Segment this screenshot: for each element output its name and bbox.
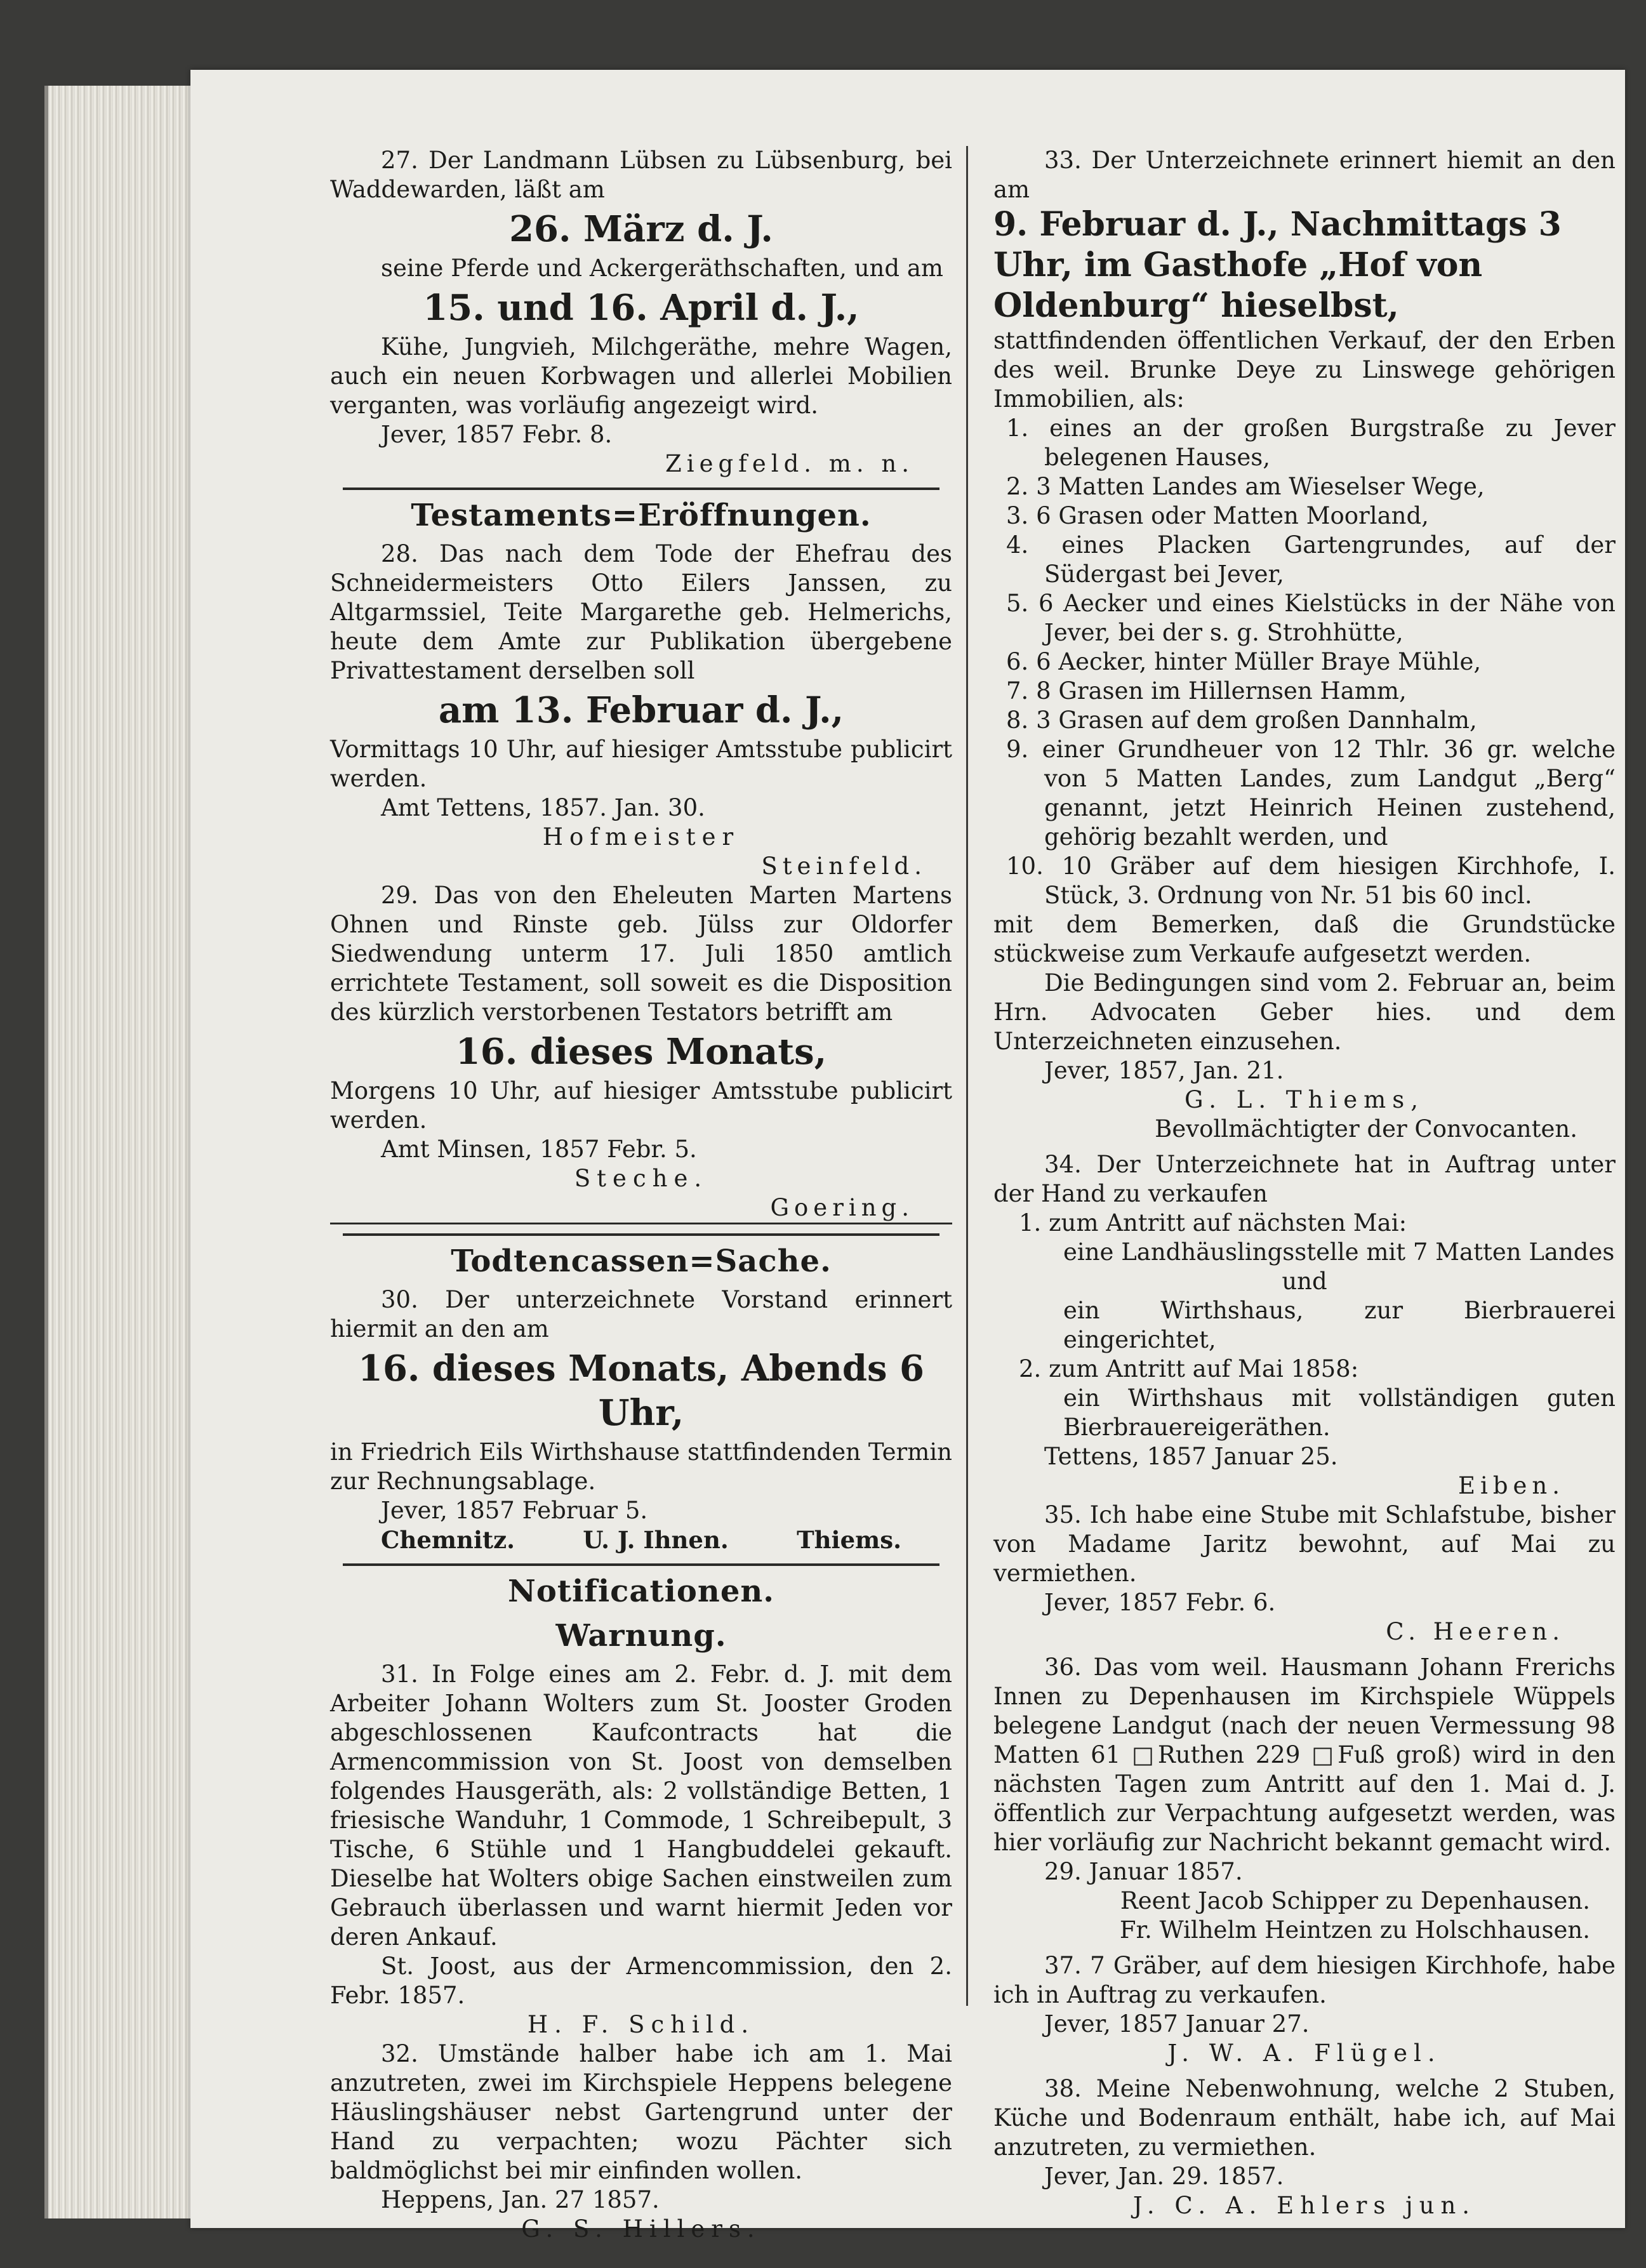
notice-36-signature2: Fr. Wilhelm Heintzen zu Holschhausen. xyxy=(1119,1916,1590,1944)
notice-31-text: 31. In Folge eines am 2. Febr. d. J. mit dem Arbeiter Johann Wolters zum St. Jooster Groden abgeschlossenen Kaufcontracts hat die Armencommission von St. Joost von demselben folgendes Hausgeräth, als: 2 vollständige Betten, 1 friesische Wanduhr, 1 Commode, 1 Schreibepult, 3 Tische, 6 Stühle und 1 Hangbuddelei gekauft. Dieselbe hat Wolters obige Sachen einstweilen zum Gebrauch überlassen und warnt hiermit Jeden vor deren Ankauf. xyxy=(330,1661,952,1951)
notice-31-signature: H. F. Schild. xyxy=(527,2011,755,2038)
notice-28-text: 28. Das nach dem Tode der Ehefrau des Schneidermeisters Otto Eilers Janssen, zu Altgarmssiel, Teite Margarethe geb. Helmerichs, heute dem Amte zur Publikation übergebene Privattestament derselben soll xyxy=(330,540,952,684)
notice-32-signature: G. S. Hillers. xyxy=(521,2215,761,2243)
notice-34-item1b: ein Wirthshaus, zur Bierbrauerei eingerichtet, xyxy=(1063,1297,1616,1353)
section-rule xyxy=(343,1233,939,1236)
notice-34 xyxy=(993,1150,1616,1501)
notice-33-dateline: Jever, 1857, Jan. 21. xyxy=(1044,1057,1284,1084)
notice-37-text: 37. 7 Gräber, auf dem hiesigen Kirchhofe, habe ich in Auftrag zu verkaufen. xyxy=(993,1952,1616,2008)
notice-29-dateline: Amt Minsen, 1857 Febr. 5. xyxy=(381,1136,697,1163)
signer: Thiems. xyxy=(797,1526,901,1554)
section-rule xyxy=(343,1563,939,1566)
notice-33-text3: Die Bedingungen sind vom 2. Februar an, beim Hrn. Advocaten Geber hies. und dem Unterzeichneten einzusehen. xyxy=(993,969,1616,1055)
list-item: 10. 10 Gräber auf dem hiesigen Kirchhofe, I. Stück, 3. Ordnung von Nr. 51 bis 60 incl. xyxy=(1006,852,1616,909)
notice-33 xyxy=(993,146,1616,1144)
list-item: 1. eines an der großen Burgstraße zu Jever belegenen Hauses, xyxy=(1006,414,1616,471)
notice-27-dateline: Jever, 1857 Febr. 8. xyxy=(381,421,613,448)
notice-29-signature1: Steche. xyxy=(574,1165,708,1192)
signer: U. J. Ihnen. xyxy=(583,1526,729,1554)
notice-33-list xyxy=(993,414,1616,910)
notice-27 xyxy=(330,146,952,479)
notice-36-signature1: Reent Jacob Schipper zu Depenhausen. xyxy=(1120,1887,1590,1914)
notice-29 xyxy=(330,881,952,1224)
left-column xyxy=(330,146,952,2244)
list-item: 2. 3 Matten Landes am Wieselser Wege, xyxy=(1006,473,1485,500)
signer: Chemnitz. xyxy=(381,1526,515,1554)
notice-27-signature: Ziegfeld. m. n. xyxy=(665,450,914,477)
notice-28 xyxy=(330,540,952,881)
notice-29-text2: Morgens 10 Uhr, auf hiesiger Amtsstube publicirt werden. xyxy=(330,1077,952,1134)
notice-30 xyxy=(330,1285,952,1555)
notice-30-text: 30. Der unterzeichnete Vorstand erinnert hiermit an den am xyxy=(330,1286,952,1343)
notice-34-item1: 1. zum Antritt auf nächsten Mai: xyxy=(1019,1209,1407,1237)
notice-33-text: stattfindenden öffentlichen Verkauf, der den Erben des weil. Brunke Deye zu Linswege gehörigen Immobilien, als: xyxy=(993,327,1616,413)
list-item: 6. 6 Aecker, hinter Müller Braye Mühle, xyxy=(1006,648,1482,675)
notice-27-date1: 26. März d. J. xyxy=(509,208,773,250)
notice-30-date: 16. dieses Monats, Abends 6 Uhr, xyxy=(358,1348,924,1434)
notice-34-item1a: eine Landhäuslingsstelle mit 7 Matten Landes xyxy=(1063,1238,1615,1266)
newspaper-page xyxy=(190,70,1625,2243)
notice-32-dateline: Heppens, Jan. 27 1857. xyxy=(381,2186,660,2213)
notice-27-intro: 27. Der Landmann Lübsen zu Lübsenburg, bei Waddewarden, läßt am xyxy=(330,147,952,203)
notice-29-signature2: Goering. xyxy=(330,1193,952,1224)
notice-34-text: 34. Der Unterzeichnete hat in Auftrag unter der Hand zu verkaufen xyxy=(993,1151,1616,1207)
notice-33-text2: mit dem Bemerken, daß die Grundstücke stückweise zum Verkaufe aufgesetzt werden. xyxy=(993,911,1616,967)
notice-33-signature: G. L. Thiems, xyxy=(1185,1086,1424,1113)
list-item: 5. 6 Aecker und eines Kielstücks in der Nähe von Jever, bei der s. g. Strohhütte, xyxy=(1006,590,1616,646)
notice-32-text: 32. Umstände halber habe ich am 1. Mai anzutreten, zwei im Kirchspiele Heppens belegene Häuslingshäuser nebst Gartengrund unter der Hand zu verpachten; wozu Pächter sich baldmöglichst bei mir einfinden wollen. xyxy=(330,2040,952,2184)
notice-33-signature-title: Bevollmächtigter der Convocanten. xyxy=(1155,1115,1577,1143)
warnung-heading: Warnung. xyxy=(555,1618,727,1654)
notice-29-date: 16. dieses Monats, xyxy=(455,1031,827,1073)
notice-36-text: 36. Das vom weil. Hausmann Johann Frerichs Innen zu Depenhausen im Kirchspiele Wüppels belegene Landgut (nach der neuen Vermessung 98 Matten 61 □Ruthen 229 □Fuß groß) wird in den nächsten Tagen zum Antritt auf den 1. Mai d. J. öffentlich zur Verpachtung aufgesetzt werden, was hier vorläufig zur Nachricht bekannt gemacht wird. xyxy=(993,1654,1616,1856)
notice-38-signature: J. C. A. Ehlers jun. xyxy=(1132,2192,1477,2219)
notice-35-signature: C. Heeren. xyxy=(1386,1618,1565,1645)
notice-35-dateline: Jever, 1857 Febr. 6. xyxy=(1044,1589,1276,1616)
notice-34-item2: 2. zum Antritt auf Mai 1858: xyxy=(1019,1355,1359,1383)
notice-27-text1: seine Pferde und Ackergeräthschaften, und am xyxy=(381,255,943,282)
notice-35 xyxy=(993,1501,1616,1647)
notice-27-text2: Kühe, Jungvieh, Milchgeräthe, mehre Wagen, auch ein neuen Korbwagen und allerlei Mobilien verganten, was vorläufig angezeigt wird. xyxy=(330,333,952,419)
notice-30-text2: in Friedrich Eils Wirthshause stattfindenden Termin zur Rechnungsablage. xyxy=(330,1438,952,1495)
notice-30-dateline: Jever, 1857 Februar 5. xyxy=(381,1497,648,1524)
notice-31 xyxy=(330,1660,952,2039)
notice-37 xyxy=(993,1951,1616,2068)
notice-38 xyxy=(993,2074,1616,2220)
notice-28-signature2: Steinfeld. xyxy=(761,852,927,880)
notice-34-item2a: ein Wirthshaus mit vollständigen guten Bierbrauereigeräthen. xyxy=(1063,1384,1616,1441)
right-column xyxy=(993,146,1616,2220)
list-item: 9. einer Grundheuer von 12 Thlr. 36 gr. welche von 5 Matten Landes, zum Landgut „Berg“ genannt, jetzt Heinrich Heinen zustehend, gehörig bezahlt werden, und xyxy=(1006,736,1616,851)
notice-28-signature1: Hofmeister xyxy=(542,823,740,851)
notice-36 xyxy=(993,1653,1616,1945)
notice-35-text: 35. Ich habe eine Stube mit Schlafstube, bisher von Madame Jaritz bewohnt, auf Mai zu vermiethen. xyxy=(993,1501,1616,1587)
notice-37-signature: J. W. A. Flügel. xyxy=(1167,2039,1442,2067)
notice-37-dateline: Jever, 1857 Januar 27. xyxy=(1044,2010,1310,2038)
notice-34-und: und xyxy=(1282,1268,1327,1295)
notificationen-heading: Notificationen. xyxy=(508,1574,774,1609)
notice-38-dateline: Jever, Jan. 29. 1857. xyxy=(1044,2163,1284,2190)
section-rule xyxy=(343,487,939,490)
book-page-edges xyxy=(44,86,207,2218)
notice-27-date2: 15. und 16. April d. J., xyxy=(423,287,860,329)
notice-30-signers xyxy=(330,1525,952,1555)
notice-34-dateline: Tettens, 1857 Januar 25. xyxy=(1044,1443,1338,1470)
list-item: 4. eines Placken Gartengrundes, auf der Südergast bei Jever, xyxy=(1006,531,1616,588)
notice-31-dateline: St. Joost, aus der Armencommission, den 2. Febr. 1857. xyxy=(330,1953,952,2009)
notice-29-text: 29. Das von den Eheleuten Marten Martens Ohnen und Rinste geb. Jülss zur Oldorfer Siedwendung unterm 17. Juli 1850 amtlich errichtete Testament, soll soweit es die Disposition des kürzlich verstorbenen Testators betrifft am xyxy=(330,882,952,1026)
notice-32 xyxy=(330,2039,952,2244)
notice-38-text: 38. Meine Nebenwohnung, welche 2 Stuben, Küche und Bodenraum enthält, habe ich, auf Mai anzutreten, zu vermiethen. xyxy=(993,2075,1616,2161)
notice-34-signature: Eiben. xyxy=(1457,1472,1565,1499)
notice-33-heading: 9. Februar d. J., Nachmittags 3 Uhr, im Gasthofe „Hof von Oldenburg“ hieselbst, xyxy=(993,205,1562,325)
list-item: 7. 8 Grasen im Hillernsen Hamm, xyxy=(1006,677,1407,705)
notice-36-dateline: 29. Januar 1857. xyxy=(1044,1858,1243,1885)
todtencassen-heading: Todtencassen=Sache. xyxy=(451,1243,832,1279)
notice-28-text2: Vormittags 10 Uhr, auf hiesiger Amtsstube publicirt werden. xyxy=(330,736,952,792)
column-divider xyxy=(966,146,968,2006)
notice-28-date: am 13. Februar d. J., xyxy=(438,689,844,731)
list-item: 3. 6 Grasen oder Matten Moorland, xyxy=(1006,502,1429,529)
notice-33-intro: 33. Der Unterzeichnete erinnert hiemit an den am xyxy=(993,147,1616,203)
notice-28-dateline: Amt Tettens, 1857. Jan. 30. xyxy=(381,794,705,821)
testament-heading: Testaments=Eröffnungen. xyxy=(411,498,872,533)
list-item: 8. 3 Grasen auf dem großen Dannhalm, xyxy=(1006,706,1477,734)
